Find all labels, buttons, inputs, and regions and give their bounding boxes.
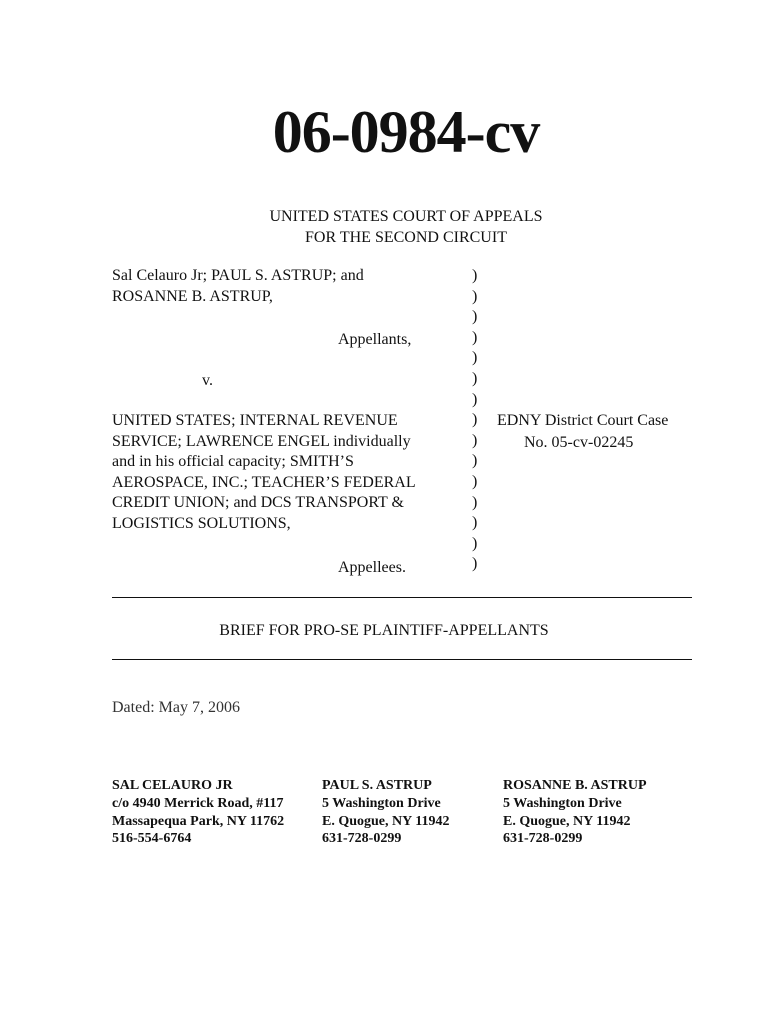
appellees-line: AEROSPACE, INC.; TEACHER’S FEDERAL [112,473,416,491]
caption-parenthesis: ) [472,390,478,408]
caption-parenthesis: ) [472,369,478,387]
signatory-address: 5 Washington Drive [322,795,441,811]
case-number: 06-0984-cv [272,99,540,165]
court-name-line2: FOR THE SECOND CIRCUIT [305,229,507,246]
signature-block-rosanne-astrup [503,777,647,848]
caption-parenthesis: ) [472,349,478,367]
brief-title: BRIEF FOR PRO-SE PLAINTIFF-APPELLANTS [219,622,549,639]
appellants-line: ROSANNE B. ASTRUP, [112,287,273,305]
signatory-name: ROSANNE B. ASTRUP [503,778,647,793]
caption-parenthesis: ) [472,267,478,284]
signatory-city: E. Quogue, NY 11942 [322,813,450,829]
appellants-line: Sal Celauro Jr; PAUL S. ASTRUP; and [112,267,364,284]
caption-parenthesis: ) [472,431,478,449]
signature-block-celauro [112,777,284,848]
appellees-line: and in his official capacity; SMITH’S [112,453,354,471]
caption-parenthesis: ) [472,411,478,429]
signatory-address: c/o 4940 Merrick Road, #117 [112,795,284,811]
appellees-line: SERVICE; LAWRENCE ENGEL individually [112,432,411,450]
signatory-phone: 631-728-0299 [503,831,583,847]
caption-parenthesis: ) [472,493,478,511]
signatory-address: 5 Washington Drive [503,795,622,811]
caption-parenthesis: ) [472,514,478,532]
signatory-name: PAUL S. ASTRUP [322,778,432,793]
versus-label: v. [202,372,213,389]
appellees-line: CREDIT UNION; and DCS TRANSPORT & [112,494,404,512]
signatory-phone: 516-554-6764 [112,831,192,847]
caption-parenthesis: ) [472,472,478,490]
appellants-block [112,266,364,307]
divider-bottom [112,659,692,660]
caption-parenthesis: ) [472,452,478,470]
caption-parenthesis: ) [472,555,478,573]
divider-top [112,597,692,598]
district-case-line1: EDNY District Court Case [497,412,669,429]
signature-block-paul-astrup [322,777,449,848]
appellees-line: UNITED STATES; INTERNAL REVENUE [112,412,398,429]
signatory-name: SAL CELAURO JR [112,778,233,793]
court-name-line1: UNITED STATES COURT OF APPEALS [269,208,543,225]
appellees-block [112,411,416,535]
appellees-line: LOGISTICS SOLUTIONS, [112,514,291,532]
signatory-phone: 631-728-0299 [322,831,402,847]
caption-parenthesis-column [472,266,477,575]
caption-parenthesis: ) [472,308,478,326]
caption-parenthesis: ) [472,534,478,552]
district-case-line2: No. 05-cv-02245 [524,434,634,451]
caption-parenthesis: ) [472,328,478,346]
signatory-city: Massapequa Park, NY 11762 [112,813,285,829]
caption-parenthesis: ) [472,287,478,305]
date-line: Dated: May 7, 2006 [112,699,240,716]
appellees-role: Appellees. [338,559,406,576]
signatory-city: E. Quogue, NY 11942 [503,813,631,829]
appellants-role: Appellants, [338,331,412,348]
